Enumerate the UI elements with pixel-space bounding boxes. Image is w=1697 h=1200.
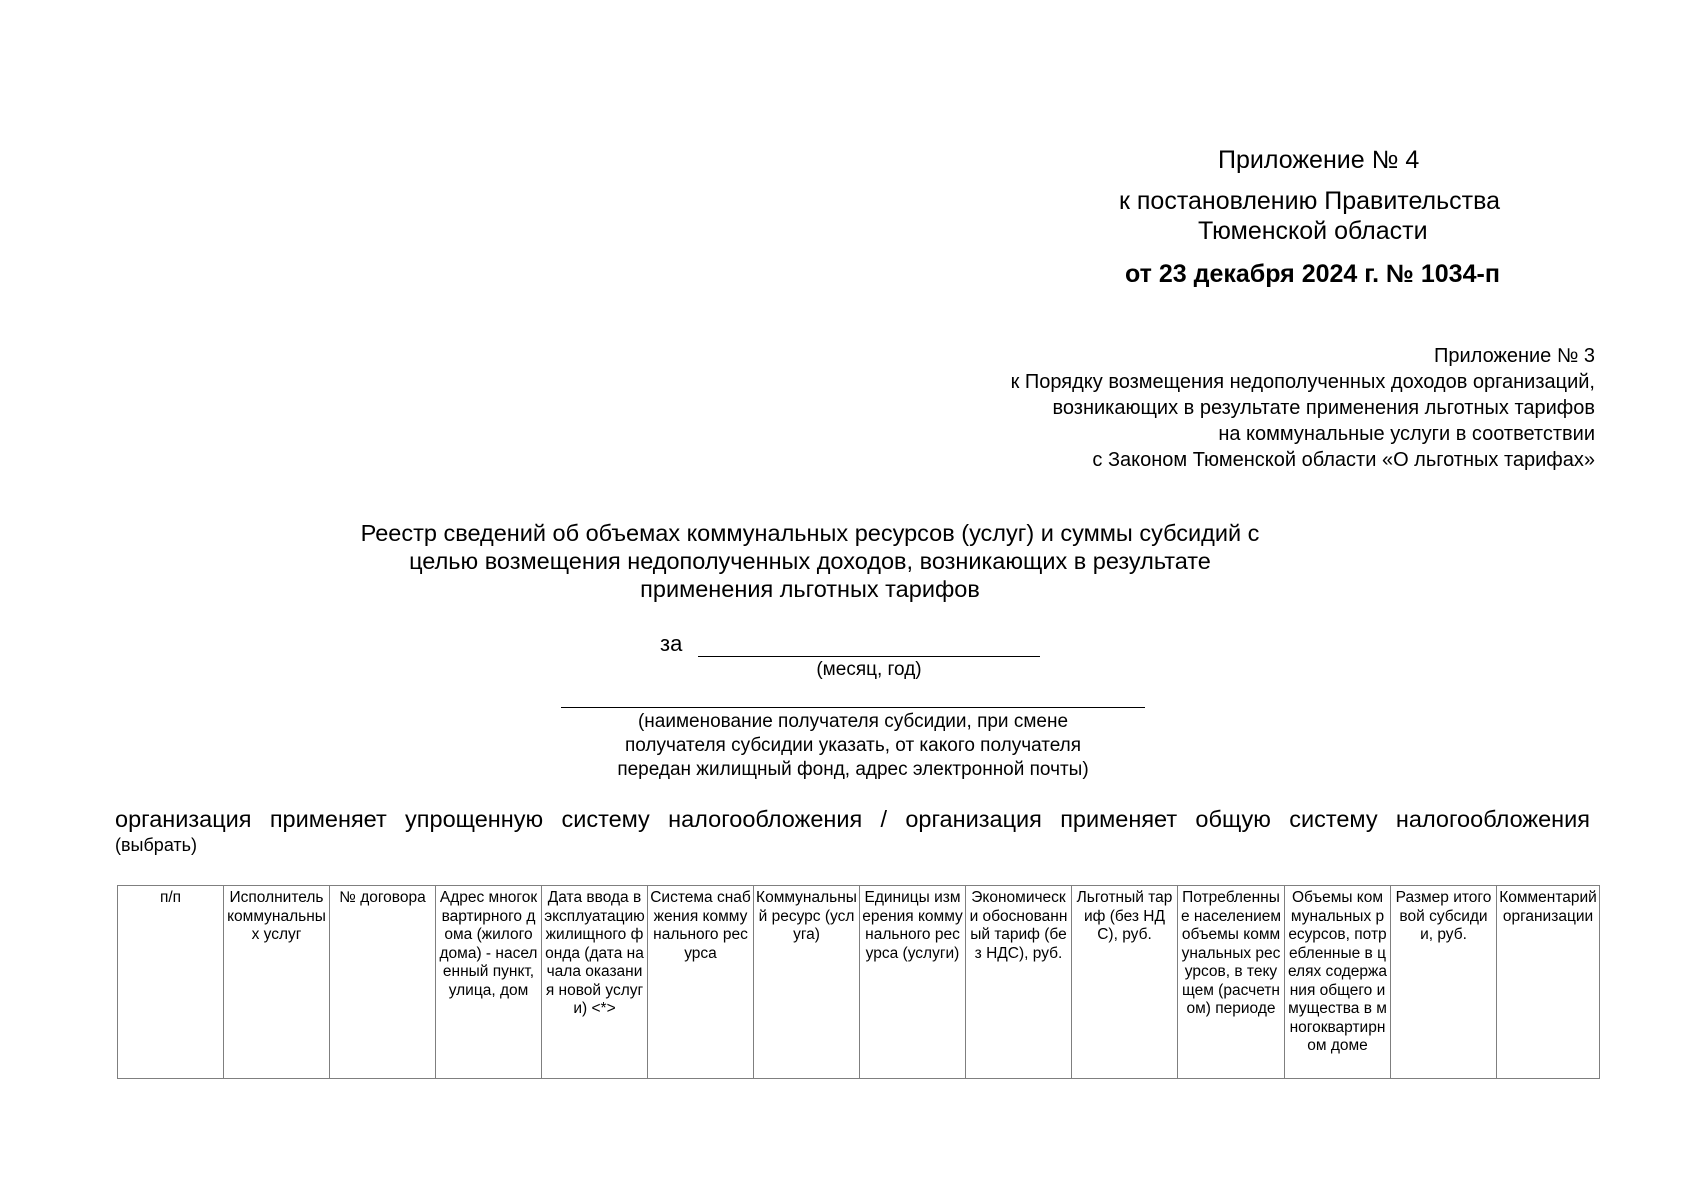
appendix-3-line-3: возникающих в результате применения льготных тарифов [1052, 397, 1595, 419]
period-hint: (месяц, год) [816, 659, 922, 680]
column-header-supply-system: Система снабжения коммунального ресурса [648, 886, 754, 1079]
column-header-units: Единицы измерения коммунального ресурса (услуги) [860, 886, 966, 1079]
recipient-hint-line-3: передан жилищный фонд, адрес электронной почты) [617, 759, 1089, 780]
resolution-line-1: к постановлению Правительства [1119, 187, 1501, 215]
recipient-hint-line-2: получателя субсидии указать, от какого получателя [624, 735, 1082, 756]
column-header-preferential-tariff: Льготный тариф (без НДС), руб. [1072, 886, 1178, 1079]
register-title [330, 519, 1290, 603]
register-table [117, 885, 1600, 1079]
appendix-3-block [1011, 343, 1595, 473]
recipient-hint [561, 710, 1145, 782]
column-header-commission-date: Дата ввода в эксплуатацию жилищного фонда (дата начала оказания новой услуги) <*> [542, 886, 648, 1079]
register-title-line-1: Реестр сведений об объемах коммунальных ресурсов (услуг) и суммы субсидий с [360, 520, 1260, 546]
appendix-3-line-4: на коммунальные услуги в соответствии [1218, 423, 1595, 445]
tax-system-text: организация применяет упрощенную систему налогообложения / организация применяет общую систему налогообложения [115, 806, 1590, 832]
column-header-common-property-volumes: Объемы коммунальных ресурсов, потребленные в целях содержания общего имущества в многоквартирном доме [1285, 886, 1391, 1079]
column-header-subsidy-amount: Размер итоговой субсидии, руб. [1391, 886, 1497, 1079]
appendix-3-title: Приложение № 3 [1434, 345, 1595, 367]
tax-system-choose-hint: (выбрать) [115, 835, 198, 855]
appendix-3-line-5: с Законом Тюменской области «О льготных тарифах» [1092, 449, 1595, 471]
register-title-line-2: целью возмещения недополученных доходов, возникающих в результате [409, 548, 1211, 574]
appendix-3-line-2: к Порядку возмещения недополученных доходов организаций, [1010, 371, 1595, 393]
table-header-row [118, 886, 1600, 1079]
column-header-contract-number: № договора [330, 886, 436, 1079]
recipient-hint-line-1: (наименование получателя субсидии, при смене [637, 711, 1069, 732]
register-title-line-3: применения льготных тарифов [640, 576, 980, 602]
period-label: за [660, 631, 683, 656]
column-header-address: Адрес многоквартирного дома (жилого дома) - населенный пункт, улица, дом [436, 886, 542, 1079]
period-blank-line [698, 656, 1040, 657]
recipient-blank-line [561, 707, 1145, 708]
column-header-provider: Исполнитель коммунальных услуг [224, 886, 330, 1079]
column-header-comment: Комментарий организации [1497, 886, 1600, 1079]
column-header-resource: Коммунальный ресурс (услуга) [754, 886, 860, 1079]
column-header-number: п/п [118, 886, 224, 1079]
resolution-date-number: от 23 декабря 2024 г. № 1034-п [1125, 260, 1500, 288]
column-header-economic-tariff: Экономически обоснованный тариф (без НДС), руб. [966, 886, 1072, 1079]
appendix-title: Приложение № 4 [1218, 146, 1420, 174]
column-header-consumed-volumes: Потребленные населением объемы коммунальных ресурсов, в текущем (расчетном) периоде [1178, 886, 1285, 1079]
resolution-line-2: Тюменской области [1198, 217, 1428, 245]
